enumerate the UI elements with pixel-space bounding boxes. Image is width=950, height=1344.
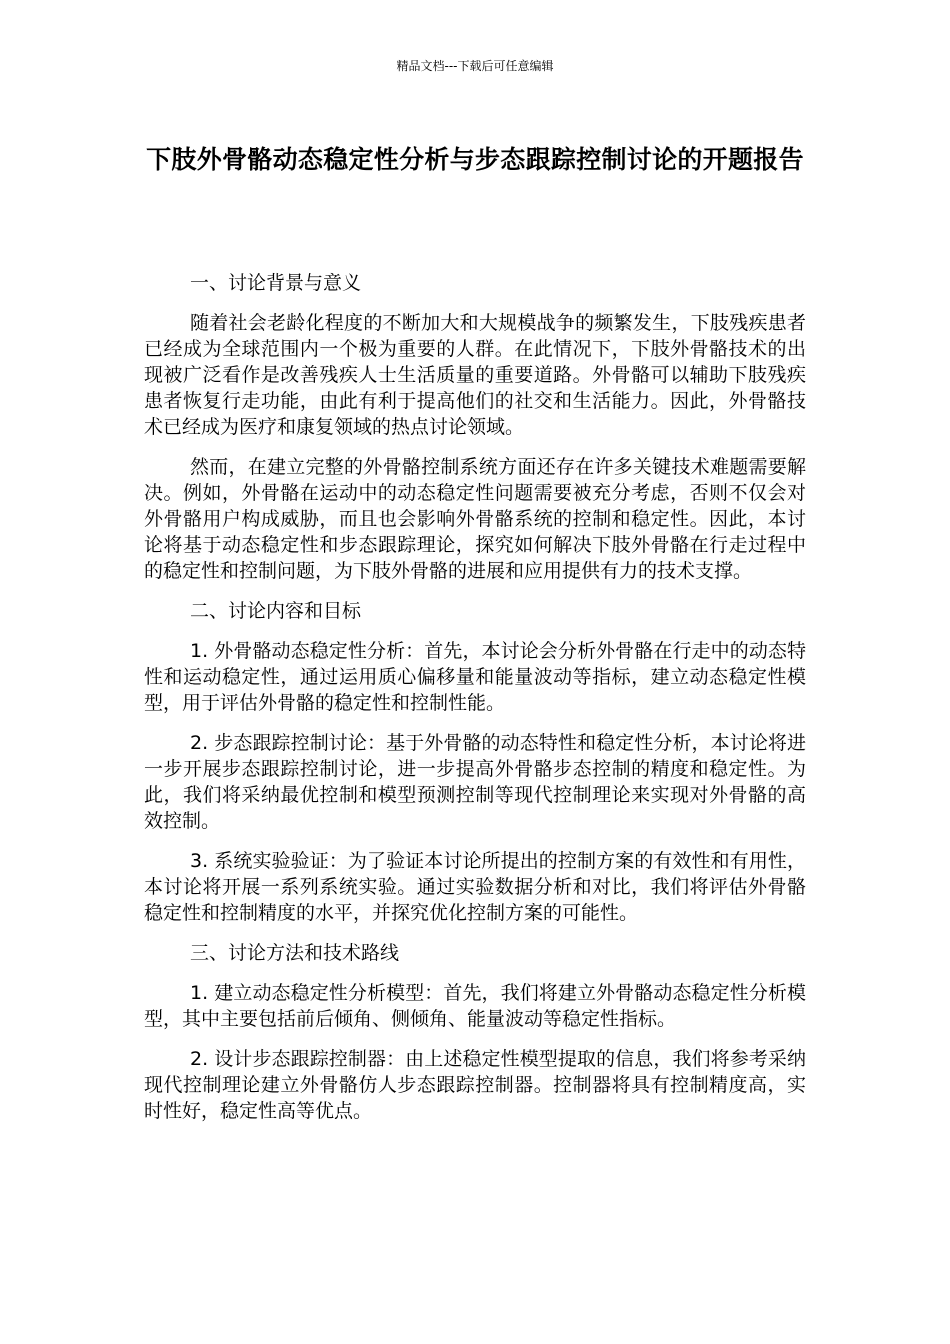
paragraph: 2. 设计步态跟踪控制器：由上述稳定性模型提取的信息，我们将参考采纳现代控制理论建立外骨骼仿人步态跟踪控制器。控制器将具有控制精度高，实时性好，稳定性高等优点。 [144, 1048, 806, 1122]
document-title: 下肢外骨骼动态稳定性分析与步态跟踪控制讨论的开题报告 [146, 145, 804, 174]
paragraph: 然而，在建立完整的外骨骼控制系统方面还存在许多关键技术难题需要解决。例如，外骨骼在运动中的动态稳定性问题需要被充分考虑，否则不仅会对外骨骼用户构成威胁，而且也会影响外骨骼系统的控制和稳定性。因此，本讨论将基于动态稳定性和步态跟踪理论，探究如何解决下肢外骨骼在行走过程中的稳定性和控制问题，为下肢外骨骼的进展和应用提供有力的技术支撑。 [144, 456, 806, 582]
paragraph: 3. 系统实验验证：为了验证本讨论所提出的控制方案的有效性和有用性，本讨论将开展一系列系统实验。通过实验数据分析和对比，我们将评估外骨骼稳定性和控制精度的水平，并探究优化控制方案的可能性。 [144, 850, 806, 924]
paragraph: 2. 步态跟踪控制讨论：基于外骨骼的动态特性和稳定性分析，本讨论将进一步开展步态跟踪控制讨论，进一步提高外骨骼步态控制的精度和稳定性。为此，我们将采纳最优控制和模型预测控制等现代控制理论来实现对外骨骼的高效控制。 [144, 732, 806, 832]
paragraph: 随着社会老龄化程度的不断加大和大规模战争的频繁发生，下肢残疾患者已经成为全球范围内一个极为重要的人群。在此情况下，下肢外骨骼技术的出现被广泛看作是改善残疾人士生活质量的重要道路。外骨骼可以辅助下肢残疾患者恢复行走功能，由此有利于提高他们的社交和生活能力。因此，外骨骼技术已经成为医疗和康复领域的热点讨论领域。 [144, 312, 806, 438]
paragraph: 1. 外骨骼动态稳定性分析：首先，本讨论会分析外骨骼在行走中的动态特性和运动稳定性，通过运用质心偏移量和能量波动等指标，建立动态稳定性模型，用于评估外骨骼的稳定性和控制性能。 [144, 640, 806, 714]
section-heading-methods: 三、讨论方法和技术路线 [190, 942, 400, 964]
paragraph: 1. 建立动态稳定性分析模型：首先，我们将建立外骨骼动态稳定性分析模型，其中主要包括前后倾角、侧倾角、能量波动等稳定性指标。 [144, 982, 806, 1030]
page-header-note: 精品文档---下载后可任意编辑 [396, 59, 554, 73]
section-heading-background: 一、讨论背景与意义 [190, 272, 362, 294]
document-body [144, 270, 806, 1138]
section-heading-content-goals: 二、讨论内容和目标 [190, 600, 362, 622]
